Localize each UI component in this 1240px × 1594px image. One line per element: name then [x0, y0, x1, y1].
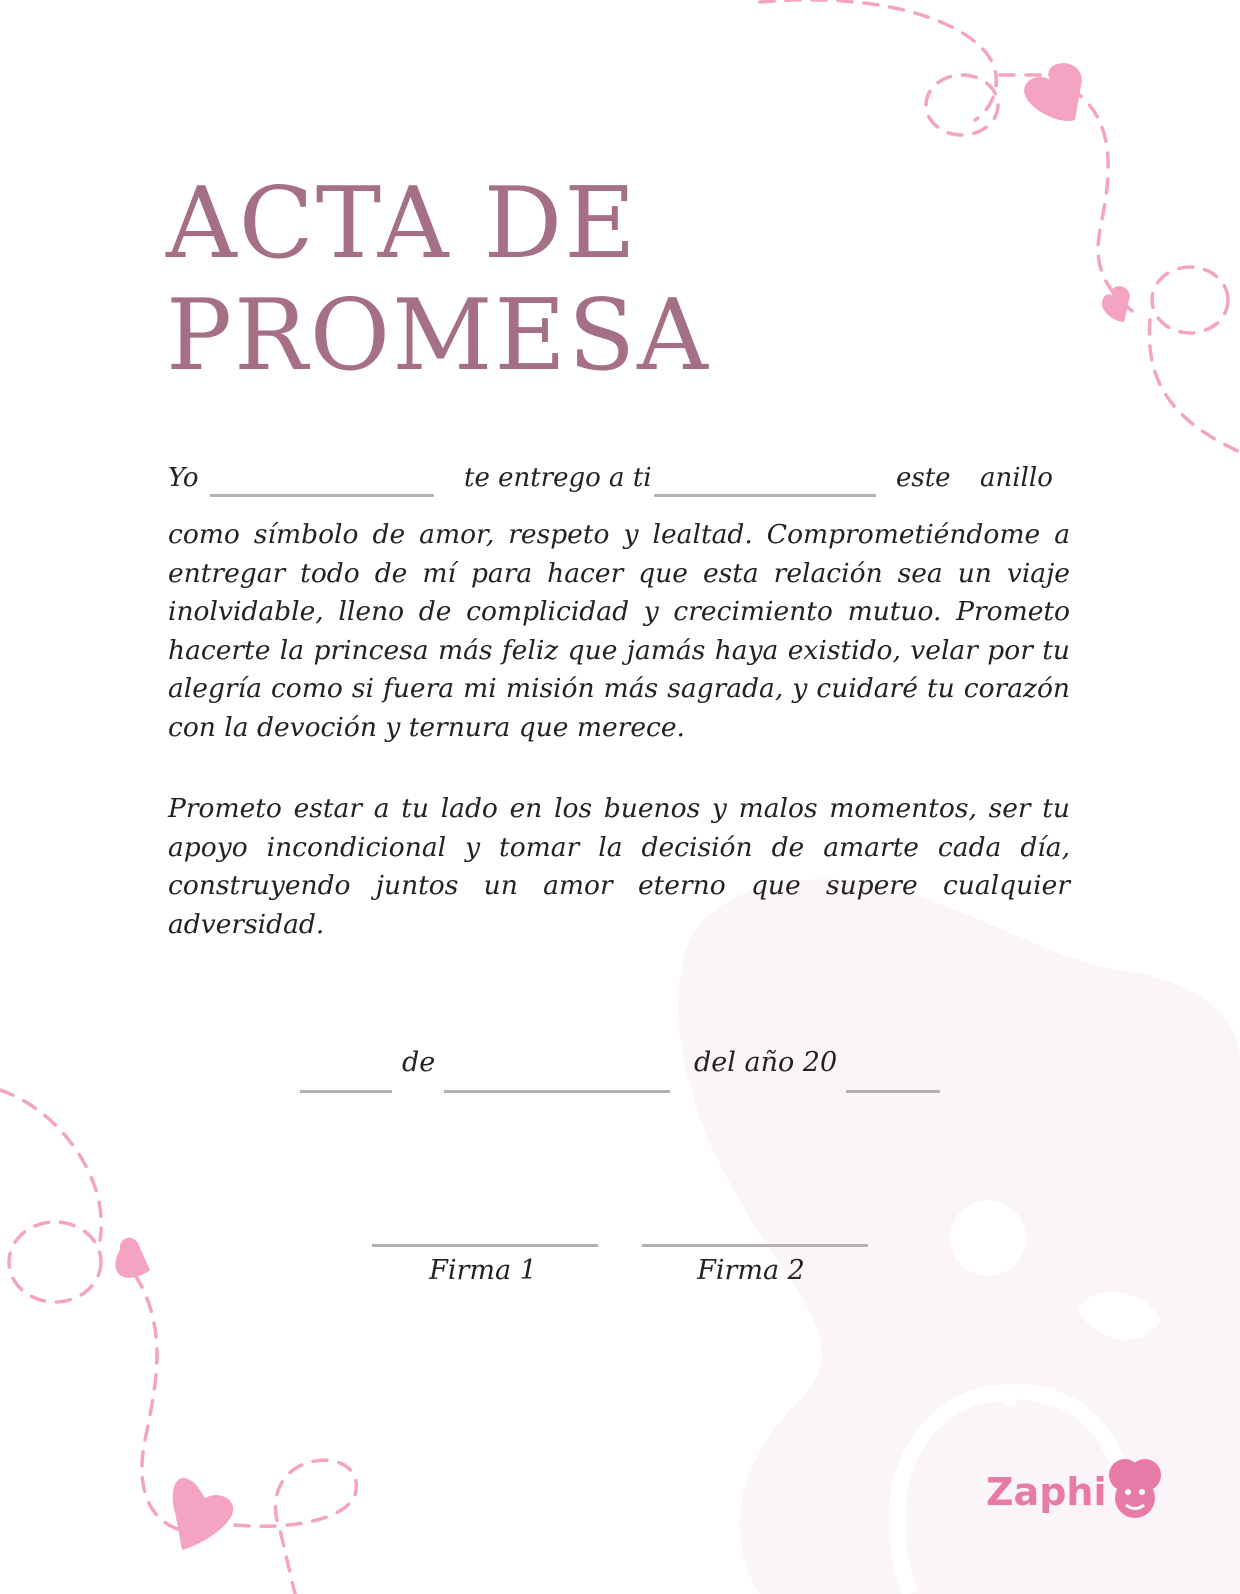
heart-icon — [115, 1238, 150, 1278]
dashed-trail — [235, 1460, 356, 1594]
page-title — [166, 168, 866, 392]
de-text: de — [402, 1047, 436, 1078]
date-line — [0, 1046, 1240, 1096]
promise-paragraph-1: como símbolo de amor, respeto y lealtad. Comprometiéndome a entregar todo de mí para hacer que esta relación sea un viaje inolvidable, lleno de complicidad y crecimiento mutuo. Prometo hacerte la princesa más feliz que jamás haya existido, velar por tu alegría como si fuera mi misión más sagrada, y cuidaré tu corazón con la devoción y ternura que merece. — [168, 519, 1070, 743]
year-blank[interactable] — [846, 1090, 940, 1093]
dashed-trail — [0, 1090, 101, 1240]
dashed-loop — [9, 1222, 101, 1302]
heart-icon — [1024, 63, 1082, 121]
este-text: este — [896, 463, 951, 493]
heart-icon — [1102, 286, 1130, 322]
brand-logo-text: Zaphi — [986, 1470, 1107, 1514]
blob-dot — [1003, 1393, 1017, 1407]
dashed-loop — [1152, 267, 1228, 333]
title-line: PROMESA — [166, 279, 710, 393]
name-blank-2[interactable] — [654, 494, 876, 497]
anillo-text: anillo — [980, 463, 1053, 493]
signature-label-1: Firma 1 — [429, 1255, 537, 1286]
yo-text: Yo — [168, 463, 199, 493]
day-blank[interactable] — [300, 1090, 392, 1093]
signature-line-1[interactable] — [372, 1244, 598, 1247]
signature-label-2: Firma 2 — [697, 1255, 805, 1286]
promise-opening-line — [168, 462, 1068, 502]
heart-icon — [173, 1478, 234, 1550]
dashed-trail — [760, 0, 996, 120]
name-blank-1[interactable] — [210, 494, 434, 497]
dashed-trail — [1149, 320, 1240, 452]
promise-paragraph-2: Prometo estar a tu lado en los buenos y malos momentos, ser tu apoyo incondicional y tomar la decisión de amarte cada día, construyendo juntos un amor eterno que supere cualquier adversidad. — [168, 793, 1070, 940]
title-line: ACTA DE — [166, 167, 638, 281]
te-entrego-text: te entrego a ti — [464, 463, 652, 493]
signature-line-2[interactable] — [642, 1244, 868, 1247]
blob-hole — [950, 1200, 1026, 1276]
dashed-loop — [926, 75, 998, 135]
del-ano-text: del año 20 — [694, 1047, 838, 1078]
month-blank[interactable] — [444, 1090, 670, 1093]
